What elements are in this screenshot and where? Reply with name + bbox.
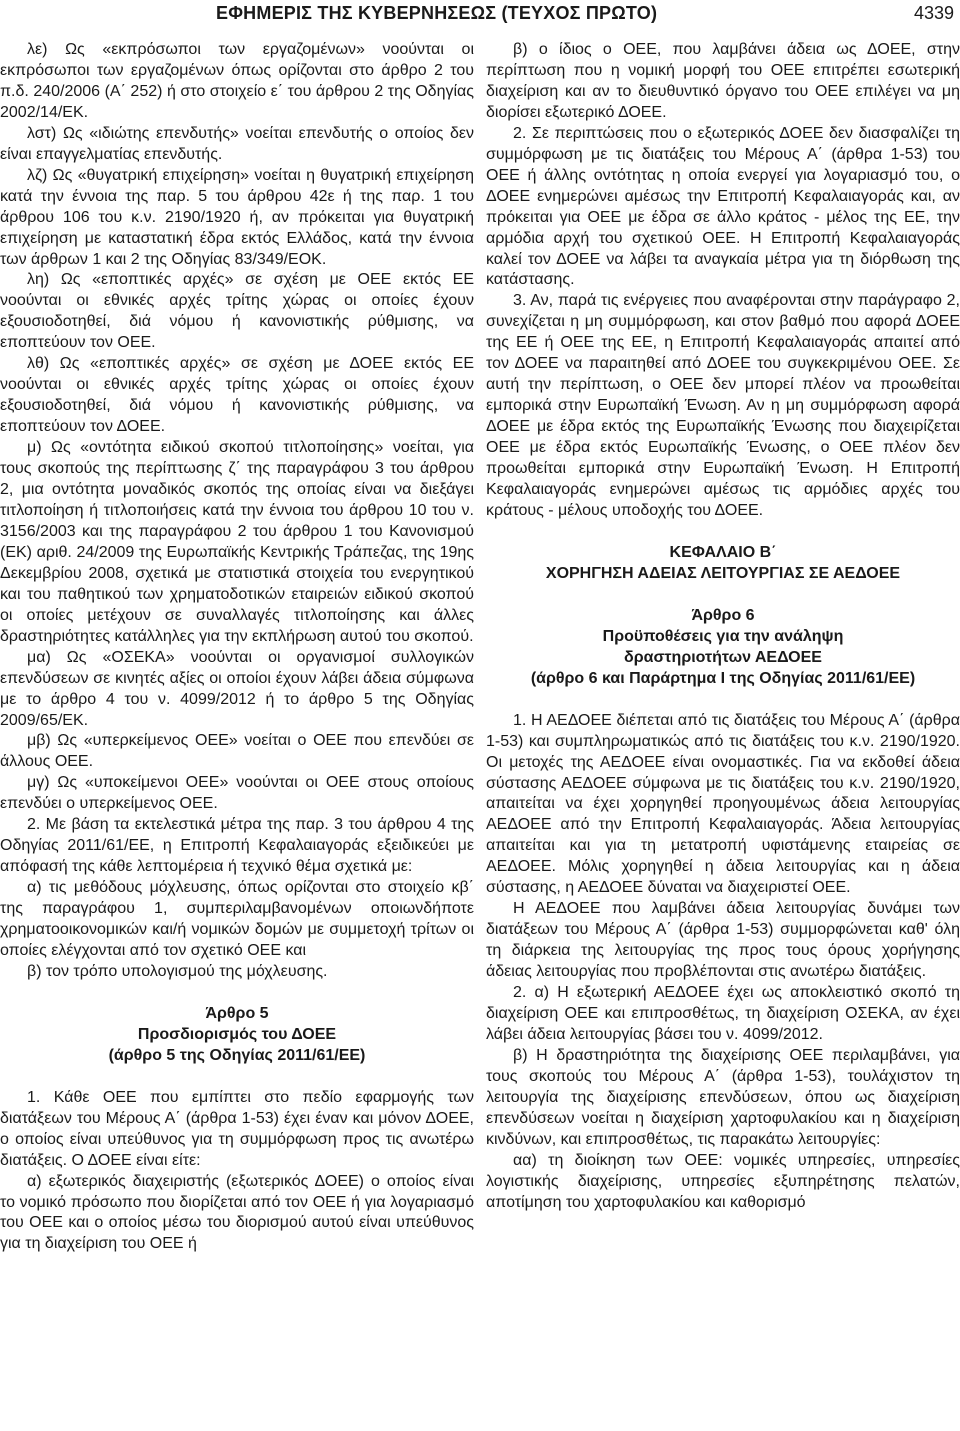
article-6-number: Άρθρο 6 xyxy=(691,606,755,624)
article-5-paragraph-3: 3. Αν, παρά τις ενέργειες που αναφέρονται στην παράγραφο 2, συνεχίζεται η μη συμμόρφωση, και στον βαθμό που αφορά ΔΟΕΕ της ΕΕ ή ΟΕΕ της ΕΕ, η Επιτροπή Κεφαλαιαγοράς απαιτεί από τον ΔΟΕΕ να παραιτηθεί από ΔΟΕΕ του συγκεκριμένου ΟΕΕ. Σε αυτή την περίπτωση, ο ΟΕΕ δεν μπορεί πλέον να προωθείται εμπορικά στην Ευρωπαϊκή Ένωση. Αν η μη συμμόρφωση αφορά ΔΟΕΕ με έδρα εκτός της Ευρωπαϊκής Ένωσης που διαχειρίζεται ΟΕΕ με έδρα εκτός Ευρωπαϊκής Ένωσης, ο ΟΕΕ πλέον δεν προωθείται εμπορικά στην Ευρωπαϊκή Ένωση. Η Επιτροπή Κεφαλαιαγοράς ενημερώνει αμέσως τις αρμόδιες αρχές του κράτους - μέλους υποδοχής του ΔΟΕΕ. xyxy=(486,292,960,519)
article-6-paragraph-1-cont: Η ΑΕΔΟΕΕ που λαμβάνει άδεια λειτουργίας δυνάμει των διατάξεων του Μέρους Α΄ (άρθρα 1-53) συμμορφώνεται καθ' όλη τη διάρκεια της λειτουργίας της προς τους όρους χορήγησης άδειας λειτουργίας που προβλέπονται στις ανωτέρω διατάξεις. xyxy=(486,900,960,981)
item-a-leverage-methods: α) τις μεθόδους μόχλευσης, όπως ορίζονται στο στοιχείο κβ΄ της παραγράφου 1, συμπεριλαμβανομένων οποιωνδήποτε χρηματοοικονομικών και/ή νομικών δομών με συμμετοχή τρίτων οι οποίες ελέγχονται από τον σχετικό ΟΕΕ και xyxy=(0,879,474,959)
paragraph-2: 2. Με βάση τα εκτελεστικά μέτρα της παρ. 3 του άρθρου 4 της Οδηγίας 2011/61/ΕΕ, η Επιτροπή Κεφαλαιαγοράς εξειδικεύει με απόφασή της κάθε λεπτομέρεια ή τεχνικό θέμα σχετικά με: xyxy=(0,816,474,876)
definition-lst: λστ) Ως «ιδιώτης επενδυτής» νοείται επενδυτής ο οποίος δεν είναι επαγγελματίας επενδυτής. xyxy=(0,124,474,163)
definition-lh: λη) Ως «εποπτικές αρχές» σε σχέση με ΟΕΕ εκτός ΕΕ νοούνται οι εθνικές αρχές τρίτης χώρας οι οποίες έχουν εξουσιοδοτηθεί, διά νόμου ή κανονιστικής ρύθμισης, να εποπτεύουν τον ΟΕΕ. xyxy=(0,271,474,352)
article-5-reference: (άρθρο 5 της Οδηγίας 2011/61/ΕΕ) xyxy=(108,1046,366,1064)
chapter-title: ΧΟΡΗΓΗΣΗ ΑΔΕΙΑΣ ΛΕΙΤΟΥΡΓΙΑΣ ΣΕ ΑΕΔΟΕΕ xyxy=(545,564,901,582)
page-header xyxy=(0,0,960,30)
definition-lz: λζ) Ως «θυγατρική επιχείρηση» νοείται η θυγατρική επιχείρηση κατά την έννοια της παρ. 5 του άρθρου 42ε ή της παρ. 1 του άρθρου 106 του κ.ν. 2190/1920 ή, αν πρόκειται για θυγατρική επιχείρηση με καταστατική έδρα εκτός Ελλάδος, κατά την έννοια των άρθρων 1 και 2 της Οδηγίας 83/349/ΕΟΚ. xyxy=(0,166,474,268)
right-column xyxy=(486,40,960,1214)
item-b-leverage-calculation: β) τον τρόπο υπολογισμού της μόχλευσης. xyxy=(27,962,328,980)
article-5-title: Προσδιορισμός του ΔΟΕΕ xyxy=(137,1025,337,1043)
article-5-paragraph-2: 2. Σε περιπτώσεις που ο εξωτερικός ΔΟΕΕ δεν διασφαλίζει τη συμμόρφωση με τις διατάξεις του Μέρους Α΄ (άρθρα 1-53) του ΟΕΕ ή άλλης οντότητας η οποία ενεργεί για λογαριασμό του, ο ΔΟΕΕ ενημερώνει αμέσως την Επιτροπή Κεφαλαιαγοράς και, αν πρόκειται για ΟΕΕ με έδρα σε άλλο κράτος - μέλος της ΕΕ, την αρμόδια αρχή του σχετικού ΟΕΕ. Η Επιτροπή Κεφαλαιαγοράς καλεί τον ΔΟΕΕ να λάβει τα αναγκαία μέτρα για τη διόρθωση της κατάστασης. xyxy=(486,124,960,289)
article-6-title-line-1: Προϋποθέσεις για την ανάληψη xyxy=(602,627,844,645)
definition-mg: μγ) Ως «υποκείμενοι ΟΕΕ» νοούνται οι ΟΕΕ στους οποίους επενδύει ο υπερκείμενος ΟΕΕ. xyxy=(0,774,474,813)
article-6-reference: (άρθρο 6 και Παράρτημα Ι της Οδηγίας 2011/61/ΕΕ) xyxy=(530,669,916,687)
article-5-paragraph-1: 1. Κάθε ΟΕΕ που εμπίπτει στο πεδίο εφαρμογής των διατάξεων του Μέρους Α΄ (άρθρα 1-53) έχει έναν και μόνον ΔΟΕΕ, ο οποίος είναι υπεύθυνος για τη συμμόρφωση προς τις ανωτέρω διατάξεις. Ο ΔΟΕΕ είναι είτε: xyxy=(0,1088,474,1169)
article-5-item-b: β) ο ίδιος ο ΟΕΕ, που λαμβάνει άδεια ως ΔΟΕΕ, στην περίπτωση που η νομική μορφή του ΟΕΕ επιτρέπει εσωτερική διαχείριση και αν το διευθυντικό όργανο του ΟΕΕ επιλέγει να μη διορίσει εξωτερικό ΔΟΕΕ. xyxy=(486,41,960,121)
article-5-item-a: α) εξωτερικός διαχειριστής (εξωτερικός ΔΟΕΕ) ο οποίος είναι το νομικό πρόσωπο που διορίζεται από τον ΟΕΕ ή για λογαριασμό του ΟΕΕ και ο οποίος μέσω του διορισμού αυτού είναι υπεύθυνος για τη διαχείριση του ΟΕΕ ή xyxy=(0,1172,474,1253)
article-6-paragraph-2b: β) Η δραστηριότητα της διαχείρισης ΟΕΕ περιλαμβάνει, για τους σκοπούς του Μέρους Α΄ (άρθρα 1-53), τουλάχιστον τη λειτουργία της διαχείρισης επενδύσεων, όπου ως διαχείριση επενδύσεων νοείται η διαχείριση χαρτοφυλακίου και η διαχείριση κινδύνων, και επιπροσθέτως, τις παρακάτω λειτουργίες: xyxy=(486,1046,960,1148)
chapter-heading: ΚΕΦΑΛΑΙΟ Β΄ xyxy=(669,543,777,561)
definition-m: μ) Ως «οντότητα ειδικού σκοπού τιτλοποίησης» νοείται, για τους σκοπούς της περίπτωσης ζ΄ της παραγράφου 3 του άρθρου 2, μια οντότητα μοναδικός σκοπός της οποίας είναι να διεξάγει τιτλοποίηση ή τιτλοποιήσεις κατά την έννοια του άρθρου 10 του ν. 3156/2003 και της παραγράφου 2 του άρθρου 1 του Κανονισμού (ΕΚ) αριθ. 24/2009 της Ευρωπαϊκής Κεντρικής Τράπεζας, της 19ης Δεκεμβρίου 2008, σχετικά με στατιστικά στοιχεία του ενεργητικού και του παθητικού των χρηματοδοτικών εταιρειών ειδικού σκοπού οι οποίες μετέχουν σε συναλλαγές τιτλοποίησης και άλλες δραστηριότητες κατάλληλες για την εκπλήρωση αυτού του σκοπού. xyxy=(0,439,474,645)
article-5-number: Άρθρο 5 xyxy=(205,1004,269,1022)
article-6-paragraph-2a: 2. α) Η εξωτερική ΑΕΔΟΕΕ έχει ως αποκλειστικό σκοπό τη διαχείριση ΟΕΕ και επιπροσθέτως, τη διαχείριση ΟΣΕΚΑ, αν έχει λάβει άδεια λειτουργίας βάσει του ν. 4099/2012. xyxy=(486,984,960,1043)
article-6-paragraph-1: 1. Η ΑΕΔΟΕΕ διέπεται από τις διατάξεις του Μέρους Α΄ (άρθρα 1-53) και συμπληρωματικώς από τις διατάξεις του κ.ν. 2190/1920. Οι μετοχές της ΑΕΔΟΕΕ είναι ονομαστικές. Για να εκδοθεί άδεια σύστασης ΑΕΔΟΕΕ σύμφωνα με τις διατάξεις του κ.ν. 2190/1920, απαιτείται να έχει χορηγηθεί προηγουμένως άδεια λειτουργίας ΑΕΔΟΕΕ από την Επιτροπή Κεφαλαιαγοράς. Άδεια λειτουργίας απαιτείται και για τη μετατροπή υφιστάμενης εταιρείας σε ΑΕΔΟΕΕ. Μόλις χορηγηθεί η άδεια λειτουργίας και η άδεια σύστασης, η ΑΕΔΟΕΕ δύναται να διαχειριστεί ΟΕΕ. xyxy=(486,711,960,897)
article-6-title-line-2: δραστηριοτήτων ΑΕΔΟΕΕ xyxy=(624,648,822,666)
definition-le: λε) Ως «εκπρόσωποι των εργαζομένων» νοούνται οι εκπρόσωποι των εργαζομένων όπως ορίζονται στο άρθρο 2 του π.δ. 240/2006 (Α΄ 252) ή στο στοιχείο ε΄ του άρθρου 2 της Οδηγίας 2002/14/ΕΚ. xyxy=(0,41,474,121)
left-column xyxy=(0,40,474,1255)
gazette-title: ΕΦΗΜΕΡΙΣ ΤΗΣ ΚΥΒΕΡΝΗΣΕΩΣ (ΤΕΥΧΟΣ ΠΡΩΤΟ) xyxy=(216,3,658,23)
definition-mb: μβ) Ως «υπερκείμενος ΟΕΕ» νοείται ο ΟΕΕ που επενδύει σε άλλους ΟΕΕ. xyxy=(0,732,474,771)
article-6-item-aa: αα) τη διοίκηση των ΟΕΕ: νομικές υπηρεσίες, υπηρεσίες λογιστικής διαχείρισης, υπηρεσίες εξυπηρέτησης πελατών, αποτίμηση του χαρτοφυλακίου και καθορισμό xyxy=(486,1151,960,1211)
definition-lth: λθ) Ως «εποπτικές αρχές» σε σχέση με ΔΟΕΕ εκτός ΕΕ νοούνται οι εθνικές αρχές τρίτης χώρας οι οποίες έχουν εξουσιοδοτηθεί, διά νόμου ή κανονιστικής ρύθμισης, να εποπτεύουν τον ΔΟΕΕ. xyxy=(0,355,474,436)
definition-ma: μα) Ως «ΟΣΕΚΑ» νοούνται οι οργανισμοί συλλογικών επενδύσεων σε κινητές αξίες οι οποίοι έχουν λάβει άδεια σύμφωνα με το άρθρο 4 του ν. 4099/2012 ή το άρθρο 5 της Οδηγίας 2009/65/ΕΚ. xyxy=(0,648,474,729)
page-number: 4339 xyxy=(913,3,954,23)
